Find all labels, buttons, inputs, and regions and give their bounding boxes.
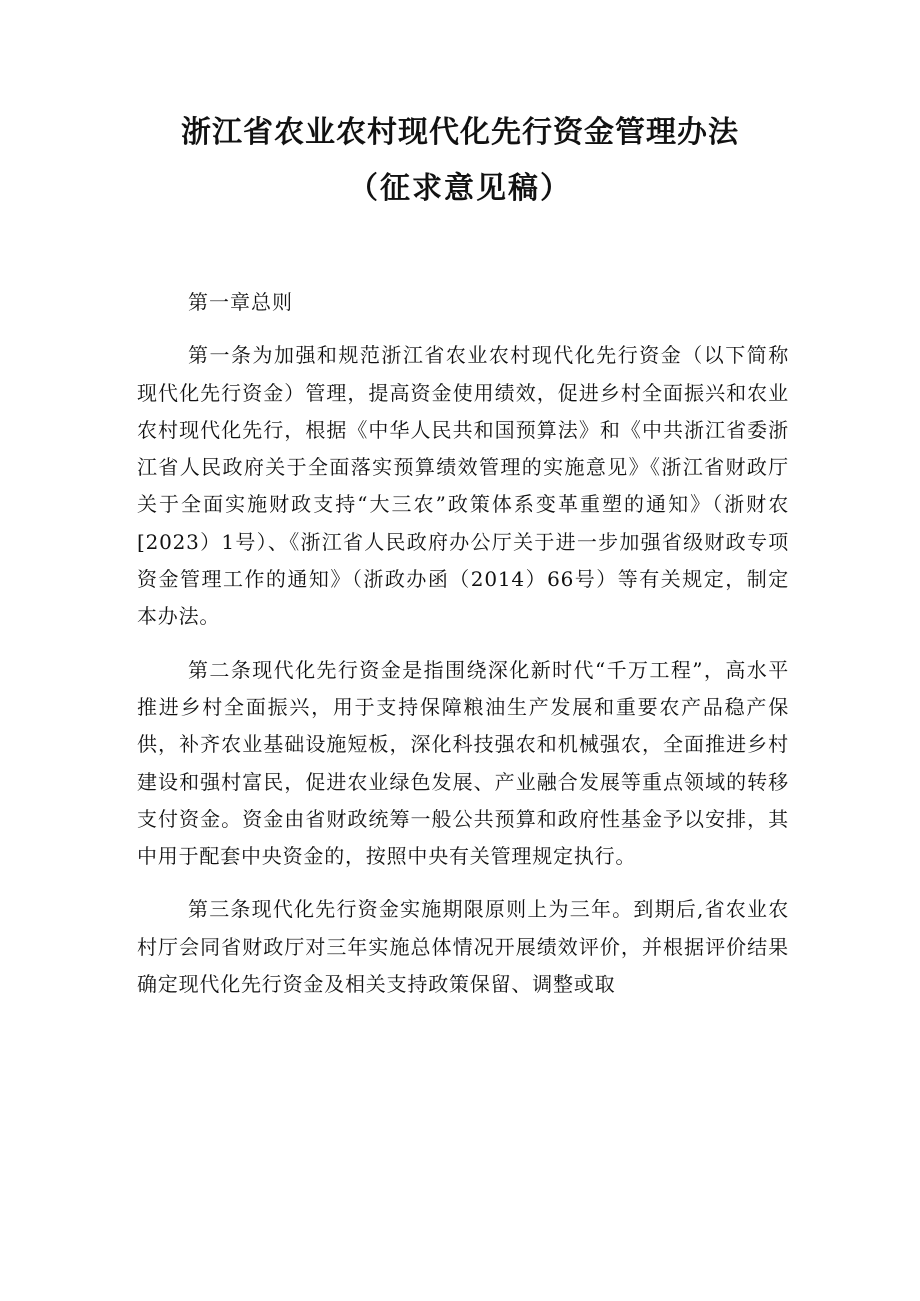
article-2: 第二条现代化先行资金是指围绕深化新时代“千万工程”，高水平推进乡村全面振兴，用于支持保障粮油生产发展和重要农产品稳产保供，补齐农业基础设施短板，深化科技强农和机械强农，全面推进乡村建设和强村富民，促进农业绿色发展、产业融合发展等重点领域的转移支付资金。资金由省财政统筹一般公共预算和政府性基金予以安排，其中用于配套中央资金的，按照中央有关管理规定执行。 bbox=[137, 657, 789, 869]
document-body bbox=[137, 284, 789, 1003]
article-1: 第一条为加强和规范浙江省农业农村现代化先行资金（以下简称现代化先行资金）管理，提高资金使用绩效，促进乡村全面振兴和农业农村现代化先行，根据《中华人民共和国预算法》和《中共浙江省委浙江省人民政府关于全面落实预算绩效管理的实施意见》《浙江省财政厅关于全面实施财政支持“大三农”政策体系变革重塑的通知》（浙财农[2023）1号）、《浙江省人民政府办公厅关于进一步加强省级财政专项资金管理工作的通知》（浙政办函（2014）66号）等有关规定，制定本办法。 bbox=[137, 343, 789, 629]
document-title: 浙江省农业农村现代化先行资金管理办法 bbox=[181, 115, 739, 150]
chapter-heading: 第一章总则 bbox=[188, 290, 293, 314]
document-subtitle: （征求意见稿） bbox=[348, 171, 572, 206]
title-block bbox=[0, 108, 920, 214]
article-3: 第三条现代化先行资金实施期限原则上为三年。到期后,省农业农村厅会同省财政厅对三年实施总体情况开展绩效评价，并根据评价结果确定现代化先行资金及相关支持政策保留、调整或取 bbox=[137, 897, 789, 997]
